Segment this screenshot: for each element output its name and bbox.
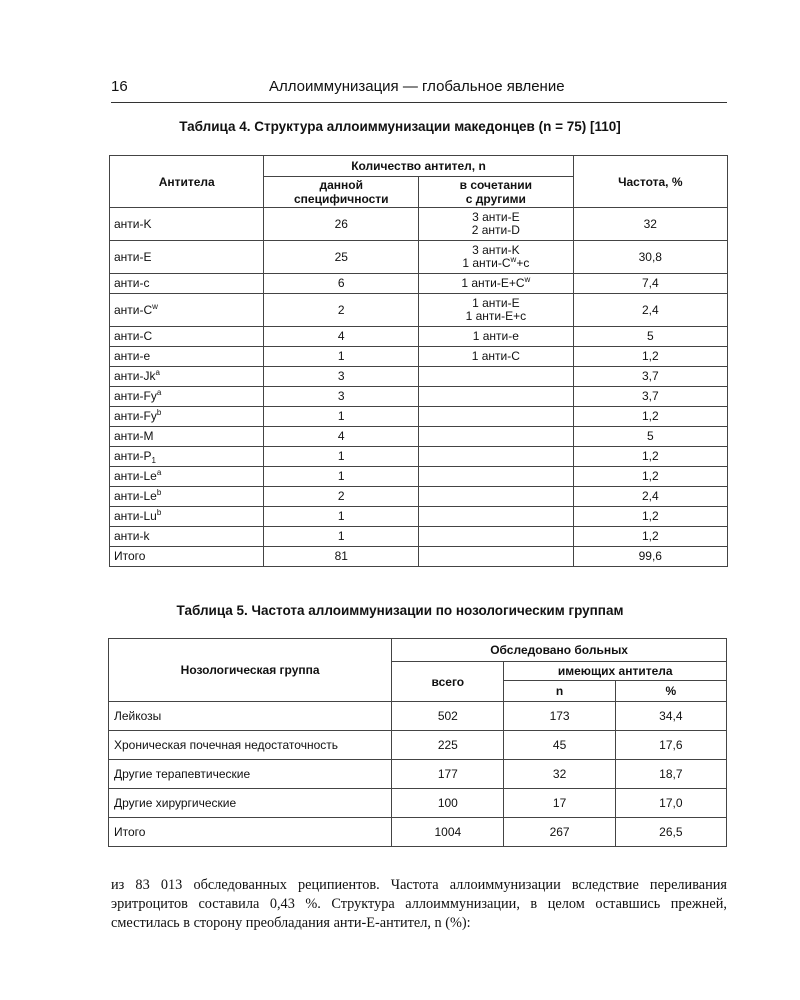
table-row (110, 347, 728, 367)
frequency-cell: 2,4 (573, 487, 727, 507)
specific-count-cell: 81 (264, 547, 419, 567)
header-combined-line1: в сочетании (459, 178, 533, 192)
combined-cell (419, 347, 573, 367)
frequency-cell: 1,2 (573, 447, 727, 467)
table-row (109, 818, 727, 847)
combined-line: 1 анти-$C^w+c$ (462, 255, 530, 270)
antibody-name-cell (110, 208, 264, 241)
antibody-name-cell (110, 527, 264, 547)
total-cell: 177 (392, 760, 504, 789)
group-cell: Лейкозы (109, 702, 392, 731)
table-row (110, 294, 728, 327)
table5-body (109, 702, 727, 847)
table-row (110, 467, 728, 487)
frequency-cell: 1,2 (573, 467, 727, 487)
frequency-cell: 99,6 (573, 547, 727, 567)
table-row (109, 760, 727, 789)
antibody-name: анти-E (114, 249, 152, 264)
header-n: n (504, 681, 615, 702)
table-row (110, 241, 728, 274)
n-cell: 32 (504, 760, 615, 789)
antibody-superscript: a (156, 468, 162, 477)
frequency-cell: 5 (573, 327, 727, 347)
header-specific (264, 177, 419, 208)
percent-cell: 17,6 (615, 731, 726, 760)
combined-cell (419, 294, 573, 327)
header-antibody-count: Количество антител, n (264, 156, 573, 177)
header-specific-line2: специфичности (294, 192, 389, 206)
table4-caption: Таблица 4. Структура аллоиммунизации македонцев (n = 75) [110] (179, 119, 621, 134)
antibody-name: анти-c (114, 276, 150, 290)
table-row (110, 208, 728, 241)
combined-cell (419, 507, 573, 527)
combined-cell (419, 367, 573, 387)
combined-line: 3 анти-K (472, 243, 520, 257)
specific-count-cell: 6 (264, 274, 419, 294)
antibody-name: анти-Fy (114, 389, 157, 403)
specific-count-cell: 4 (264, 327, 419, 347)
antibody-subscript: 1 (151, 456, 156, 465)
combined-cell (419, 487, 573, 507)
antibody-name: анти-Le (114, 489, 157, 503)
table5-caption: Таблица 5. Частота аллоиммунизации по нозологическим группам (176, 603, 624, 618)
header-percent: % (615, 681, 726, 702)
combined-line: 3 анти-E (472, 210, 520, 224)
antibody-name-cell (110, 367, 264, 387)
antibody-name: анти-Jk (114, 369, 156, 383)
combined-line: 1 анти-C (471, 349, 520, 363)
antibody-name: анти-C (114, 329, 153, 343)
combined-cell (419, 241, 573, 274)
n-cell: 173 (504, 702, 615, 731)
percent-cell: 26,5 (615, 818, 726, 847)
antibody-superscript: b (156, 488, 162, 497)
antibody-name-cell (110, 467, 264, 487)
table4-antibody-structure (109, 155, 728, 567)
antibody-name: анти-C (114, 302, 153, 317)
total-cell: 225 (392, 731, 504, 760)
antibody-superscript: b (156, 508, 162, 517)
table-row (110, 274, 728, 294)
antibody-name-cell (110, 427, 264, 447)
antibody-name-cell (110, 387, 264, 407)
total-cell: 1004 (392, 818, 504, 847)
header-combined-line2: с другими (465, 192, 526, 206)
frequency-cell: 5 (573, 427, 727, 447)
specific-count-cell: 2 (264, 487, 419, 507)
antibody-name-cell (110, 487, 264, 507)
percent-cell: 34,4 (615, 702, 726, 731)
specific-count-cell: 26 (264, 208, 419, 241)
group-cell: Итого (109, 818, 392, 847)
antibody-superscript: w (152, 301, 158, 311)
specific-count-cell: 1 (264, 407, 419, 427)
combined-cell (419, 427, 573, 447)
combined-cell (419, 274, 573, 294)
table-row (110, 367, 728, 387)
combined-line: 1 анти-E+c (465, 309, 527, 323)
group-cell: Хроническая почечная недостаточность (109, 731, 392, 760)
n-cell: 267 (504, 818, 615, 847)
combined-cell (419, 467, 573, 487)
table-row (110, 487, 728, 507)
header-nosological-group: Нозологическая группа (109, 639, 392, 702)
group-cell: Другие хирургические (109, 789, 392, 818)
antibody-name-cell (110, 327, 264, 347)
antibody-name-cell (110, 447, 264, 467)
header-total: всего (392, 662, 504, 702)
specific-count-cell: 1 (264, 527, 419, 547)
specific-count-cell: 1 (264, 507, 419, 527)
n-cell: 17 (504, 789, 615, 818)
specific-count-cell: 1 (264, 347, 419, 367)
header-frequency: Частота, % (573, 156, 727, 208)
specific-count-cell: 1 (264, 447, 419, 467)
group-cell: Другие терапевтические (109, 760, 392, 789)
combined-cell (419, 407, 573, 427)
combined-cell (419, 527, 573, 547)
antibody-name-cell (110, 274, 264, 294)
table-row (110, 447, 728, 467)
combined-cell (419, 327, 573, 347)
specific-count-cell: 4 (264, 427, 419, 447)
frequency-cell: 3,7 (573, 387, 727, 407)
frequency-cell: 32 (573, 208, 727, 241)
n-cell: 45 (504, 731, 615, 760)
antibody-name: анти-Fy (114, 409, 157, 423)
table-row (109, 731, 727, 760)
table-row (110, 427, 728, 447)
specific-count-cell: 2 (264, 294, 419, 327)
antibody-name-cell (110, 507, 264, 527)
specific-count-cell: 25 (264, 241, 419, 274)
frequency-cell: 7,4 (573, 274, 727, 294)
antibody-name-cell (110, 241, 264, 274)
antibody-superscript: a (155, 368, 160, 377)
combined-cell (419, 447, 573, 467)
antibody-name: Итого (114, 549, 146, 563)
frequency-cell: 1,2 (573, 527, 727, 547)
combined-line: 1 анти-e (472, 329, 519, 343)
table-row (110, 547, 728, 567)
specific-count-cell: 1 (264, 467, 419, 487)
header-antibodies: Антитела (110, 156, 264, 208)
combined-line: 1 анти-E (472, 296, 520, 310)
frequency-cell: 1,2 (573, 347, 727, 367)
antibody-name: анти-k (114, 529, 150, 543)
antibody-name: анти-Lu (114, 509, 157, 523)
frequency-cell: 30,8 (573, 241, 727, 274)
specific-count-cell: 3 (264, 367, 419, 387)
frequency-cell: 1,2 (573, 407, 727, 427)
antibody-superscript: b (156, 408, 162, 417)
header-combined (419, 177, 573, 208)
antibody-name: анти-e (114, 349, 151, 363)
combined-cell (419, 387, 573, 407)
specific-count-cell: 3 (264, 387, 419, 407)
body-paragraph: из 83 013 обследованных реципиентов. Частота аллоиммунизации вследствие переливания эритроцитов составила 0,43 %. Структура аллоиммунизации, в целом оставшись прежней, сместилась в сторону преобладания анти-E-антител, n (%): (111, 877, 727, 931)
page-header (111, 76, 727, 103)
table-row (109, 702, 727, 731)
percent-cell: 18,7 (615, 760, 726, 789)
percent-cell: 17,0 (615, 789, 726, 818)
table-row (110, 407, 728, 427)
running-title: Аллоиммунизация — глобальное явление (269, 78, 565, 95)
antibody-name-cell (110, 547, 264, 567)
antibody-name: анти-K (114, 216, 152, 231)
antibody-name-cell (110, 347, 264, 367)
table-row (110, 327, 728, 347)
antibody-superscript: a (156, 388, 162, 397)
table-row (109, 789, 727, 818)
antibody-name: анти-Le (114, 469, 157, 483)
table-row (110, 387, 728, 407)
header-specific-line1: данной (319, 178, 364, 192)
header-with-antibodies: имеющих антитела (504, 662, 727, 681)
combined-line: 1 анти-$E+C^w$ (461, 275, 531, 290)
combined-cell (419, 208, 573, 241)
antibody-name-cell (110, 407, 264, 427)
table-row (110, 527, 728, 547)
frequency-cell: 3,7 (573, 367, 727, 387)
frequency-cell: 1,2 (573, 507, 727, 527)
antibody-name: анти-P (114, 449, 152, 463)
total-cell: 100 (392, 789, 504, 818)
antibody-name: анти-M (114, 429, 154, 443)
header-examined: Обследовано больных (392, 639, 727, 662)
antibody-name-cell (110, 294, 264, 327)
frequency-cell: 2,4 (573, 294, 727, 327)
table4-body (110, 208, 728, 567)
total-cell: 502 (392, 702, 504, 731)
combined-line: 2 анти-D (471, 223, 520, 237)
combined-cell (419, 547, 573, 567)
table-row (110, 507, 728, 527)
page-number: 16 (111, 78, 128, 95)
table5-nosological-groups (108, 638, 727, 847)
